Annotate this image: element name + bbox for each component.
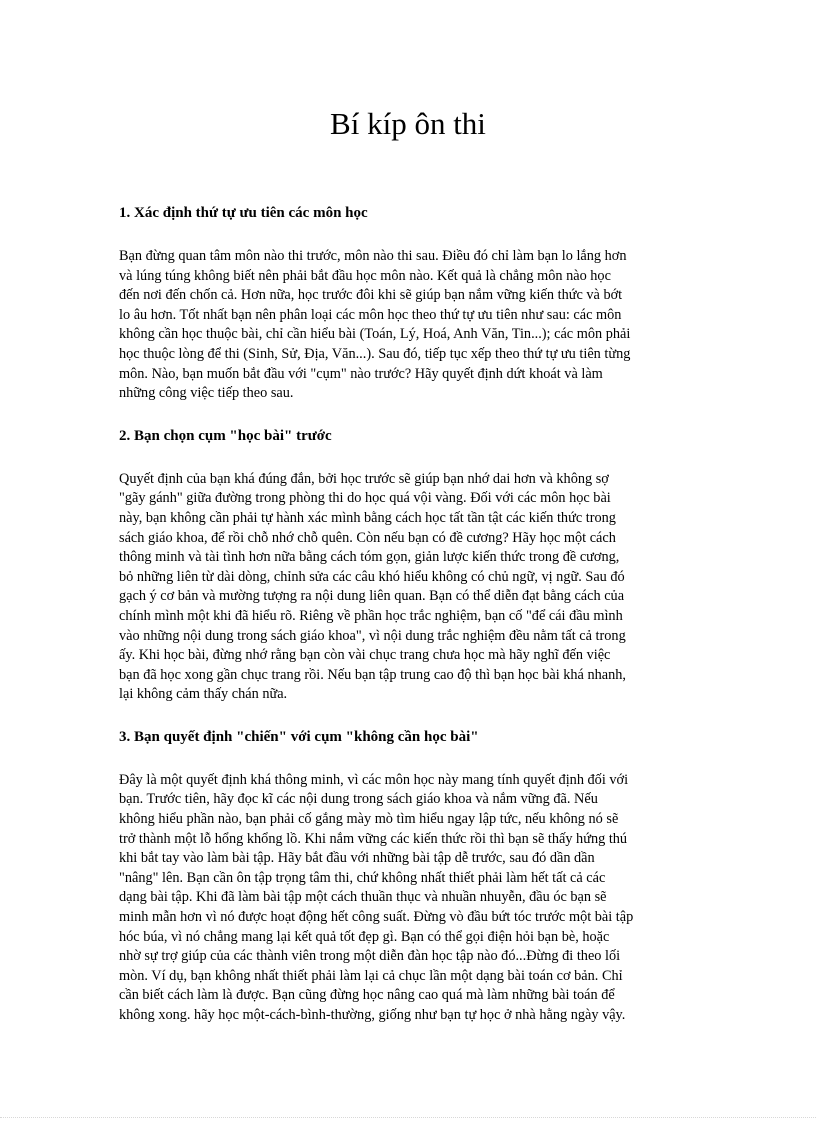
section-1 (119, 203, 699, 426)
page-bottom-divider (0, 1117, 816, 1118)
paragraph-line: hóc búa, vì nó chẳng mang lại kết quả tốt đẹp gì. Bạn có thể gọi điện hỏi bạn bè, hoặc (119, 928, 610, 945)
paragraph-line: "nâng" lên. Bạn cần ôn tập trọng tâm thi, chứ không nhất thiết phải làm hết tất cả các (119, 869, 606, 886)
document-body (119, 203, 699, 1026)
paragraph-line: dạng bài tập. Khi đã làm bài tập một cách thuần thục và nhuần nhuyễn, đầu óc bạn sẽ (119, 889, 607, 906)
paragraph-line: vào những nội dung trong sách giáo khoa", vì nội dung trắc nghiệm đều nằm tất cả trong (119, 627, 626, 644)
paragraph-line: nhờ sự trợ giúp của các thành viên trong một diễn đàn học tập nào đó...Đừng đi theo lối (119, 948, 621, 965)
paragraph-line: không hiểu phần nào, bạn phải cố gắng mày mò tìm hiểu ngay lập tức, nếu không nó sẽ (119, 811, 619, 828)
paragraph-line: "gãy gánh" giữa đường trong phòng thi do học quá vội vàng. Đối với các môn học bài (119, 490, 611, 507)
paragraph-line: Quyết định của bạn khá đúng đắn, bởi học trước sẽ giúp bạn nhớ dai hơn và không sợ (119, 470, 609, 487)
section-heading: 3. Bạn quyết định "chiến" với cụm "không cần học bài" (119, 728, 479, 745)
paragraph-line: sách giáo khoa, để rồi chỗ nhớ chỗ quên. Còn nếu bạn có đề cương? Hãy học một cách (119, 529, 616, 546)
paragraph-line: mòn. Ví dụ, bạn không nhất thiết phải làm lại cả chục lần một dạng bài toán cơ bản. Chỉ (119, 967, 623, 984)
paragraph-line: bạn đã học xong gần chục trang rồi. Nếu bạn tập trung cao độ thì bạn học bài khá nhanh, (119, 666, 626, 683)
section-paragraph (119, 771, 699, 1026)
paragraph-line: này, bạn không cần phải tự hành xác mình bằng cách học tất tần tật các kiến thức trong (119, 509, 616, 526)
paragraph-line: bỏ những liên từ dài dòng, chỉnh sửa các câu khó hiểu không có chủ ngữ, vị ngữ. Sau đó (119, 568, 625, 585)
paragraph-line: bạn. Trước tiên, hãy đọc kĩ các nội dung trong sách giáo khoa và nắm vững đã. Nếu (119, 791, 598, 808)
paragraph-line: trở thành một lỗ hổng khổng lồ. Khi nắm vững các kiến thức rồi thì bạn sẽ thấy hứng thú (119, 830, 628, 847)
page-title: Bí kíp ôn thi (330, 106, 486, 141)
paragraph-line: lo âu hơn. Tốt nhất bạn nên phân loại các môn học theo thứ tự ưu tiên như sau: các môn (119, 306, 622, 323)
section-paragraph (119, 247, 699, 404)
section-3 (119, 727, 699, 1026)
paragraph-line: thông minh và tài tình hơn nữa bằng cách tóm gọn, giản lược kiến thức trong đề cương, (119, 549, 620, 566)
paragraph-line: cần biết cách làm là được. Bạn cũng đừng học nâng cao quá mà làm những bài toán để (119, 987, 615, 1004)
paragraph-line: lại không cảm thấy chán nữa. (119, 686, 288, 703)
paragraph-line: chính mình một khi đã hiểu rõ. Riêng về phần học trắc nghiệm, bạn cố "để cái đầu mình (119, 607, 623, 624)
section-paragraph (119, 470, 699, 705)
paragraph-line: môn. Nào, bạn muốn bắt đầu với "cụm" nào trước? Hãy quyết định dứt khoát và làm (119, 365, 603, 382)
paragraph-line: minh mẫn hơn vì nó được hoạt động hết công suất. Đừng vò đầu bứt tóc trước một bài tập (119, 909, 634, 926)
paragraph-line: không xong. hãy học một-cách-bình-thường, giống như bạn tự học ở nhà hằng ngày vậy. (119, 1007, 626, 1023)
section-2 (119, 426, 699, 727)
paragraph-line: đến nơi đến chốn cả. Hơn nữa, học trước đôi khi sẽ giúp bạn nắm vững kiến thức và bớt (119, 287, 623, 304)
section-heading: 2. Bạn chọn cụm "học bài" trước (119, 427, 332, 444)
paragraph-line: học thuộc lòng để thi (Sinh, Sử, Địa, Văn...). Sau đó, tiếp tục xếp theo thứ tự ưu tiên từng (119, 345, 631, 362)
paragraph-line: khi bắt tay vào làm bài tập. Hãy bắt đầu với những bài tập dễ trước, sau đó dần dần (119, 850, 595, 867)
paragraph-line: không cần học thuộc bài, chỉ cần hiểu bài (Toán, Lý, Hoá, Anh Văn, Tin...); các môn phải (119, 326, 631, 343)
paragraph-line: những công việc tiếp theo sau. (119, 385, 294, 402)
paragraph-line: và lúng túng không biết nên phải bắt đầu học môn nào. Kết quả là chẳng môn nào học (119, 267, 611, 284)
paragraph-line: gạch ý cơ bản và mường tượng ra nội dung liên quan. Bạn có thể diễn đạt bằng cách của (119, 588, 625, 605)
paragraph-line: Bạn đừng quan tâm môn nào thi trước, môn nào thi sau. Điều đó chỉ làm bạn lo lắng hơn (119, 248, 627, 264)
section-heading: 1. Xác định thứ tự ưu tiên các môn học (119, 205, 368, 221)
paragraph-line: Đây là một quyết định khá thông minh, vì các môn học này mang tính quyết định đối với (119, 771, 629, 788)
paragraph-line: ấy. Khi học bài, đừng nhớ rằng bạn còn vài chục trang chưa học mà hãy nghĩ đến việc (119, 647, 611, 664)
